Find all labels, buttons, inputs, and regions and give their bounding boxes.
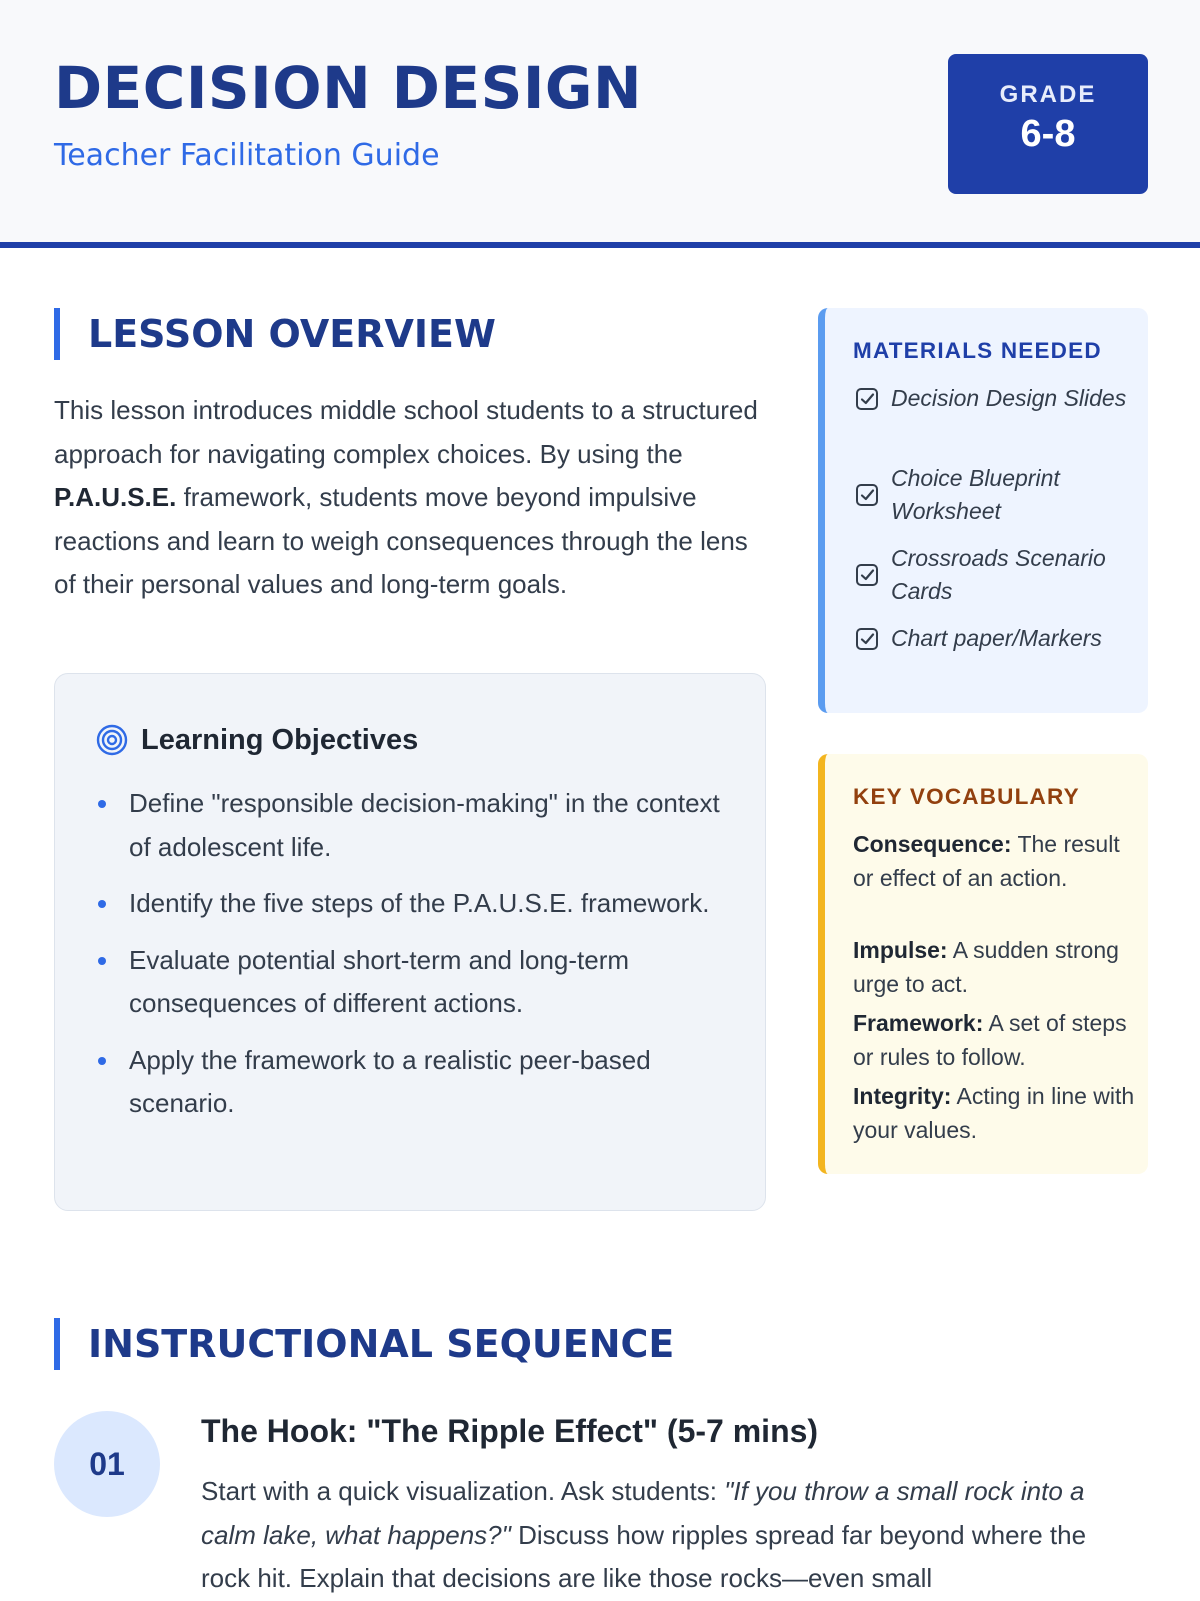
vocabulary-definition: A sudden strong urge to act. (853, 937, 1119, 997)
step-number-badge: 01 (54, 1411, 160, 1517)
overview-text-start: This lesson introduces middle school students to a structured approach for navigating complex choices. By using the (54, 395, 758, 469)
grade-label: GRADE (999, 81, 1097, 108)
vocabulary-entry (853, 1007, 1135, 1074)
target-icon (95, 723, 129, 757)
lesson-overview-heading: LESSON OVERVIEW (54, 308, 496, 360)
step-description (201, 1470, 1141, 1601)
objective-text: Define "responsible decision-making" in the context of adolescent life. (129, 788, 720, 862)
bullet-icon (98, 800, 106, 808)
checkbox-checked-icon (853, 561, 881, 589)
learning-objectives-card (54, 673, 766, 1211)
vocabulary-entry (853, 1080, 1135, 1147)
objectives-list (95, 782, 735, 1139)
objective-item (95, 939, 735, 1026)
key-vocabulary-card (818, 754, 1148, 1174)
objective-text: Apply the framework to a realistic peer-based scenario. (129, 1044, 651, 1118)
step-title: The Hook: "The Ripple Effect" (5-7 mins) (201, 1413, 819, 1449)
checkbox-checked-icon (853, 481, 881, 509)
overview-text-end: framework, students move beyond impulsive reactions and learn to weigh consequences through the lens of their personal values and long-term goals. (54, 482, 748, 599)
vocabulary-term: Framework: (853, 1010, 984, 1036)
material-text: Decision Design Slides (891, 385, 1127, 411)
objectives-header (95, 722, 418, 758)
vocabulary-term: Impulse: (853, 937, 948, 963)
material-item (853, 542, 1133, 608)
step-description-quote: "If you throw a small rock into a calm lake, what happens?" (201, 1476, 1085, 1550)
document-title: DECISION DESIGN (54, 54, 643, 122)
vocabulary-entry (853, 934, 1135, 1001)
checkbox-checked-icon (853, 625, 881, 653)
materials-title: MATERIALS NEEDED (853, 338, 1102, 363)
objective-item (95, 1039, 735, 1126)
vocabulary-definition: A set of steps or rules to follow. (853, 1010, 1127, 1070)
overview-framework-name: P.A.U.S.E. (54, 482, 177, 512)
page-header (0, 0, 1200, 248)
grade-badge (948, 54, 1148, 194)
vocabulary-term: Consequence: (853, 831, 1012, 857)
objectives-title: Learning Objectives (141, 723, 419, 756)
materials-needed-card (818, 308, 1148, 713)
objective-item (95, 782, 735, 869)
material-item (853, 462, 1133, 528)
objective-text: Evaluate potential short-term and long-term consequences of different actions. (129, 944, 630, 1018)
vocabulary-title: KEY VOCABULARY (853, 784, 1080, 809)
vocabulary-entry (853, 828, 1135, 895)
checkbox-checked-icon (853, 385, 881, 413)
material-text: Chart paper/Markers (891, 625, 1102, 651)
instructional-sequence-heading: INSTRUCTIONAL SEQUENCE (54, 1318, 674, 1370)
bullet-icon (98, 957, 106, 965)
objective-item (95, 882, 735, 926)
document-subtitle: Teacher Facilitation Guide (54, 138, 440, 173)
bullet-icon (98, 1057, 106, 1065)
objective-text: Identify the five steps of the P.A.U.S.E. framework. (129, 888, 710, 918)
vocabulary-term: Integrity: (853, 1083, 952, 1109)
material-text: Choice Blueprint Worksheet (891, 465, 1060, 524)
step-description-start: Start with a quick visualization. Ask students: (201, 1476, 725, 1506)
overview-paragraph (54, 389, 766, 607)
vocabulary-definition: Acting in line with your values. (853, 1083, 1135, 1143)
step-description-end: Discuss how ripples spread far beyond where the rock hit. Explain that decisions are like those rocks—even small (201, 1519, 1087, 1593)
material-text: Crossroads Scenario Cards (891, 545, 1106, 604)
material-item (853, 382, 1133, 415)
grade-value: 6-8 (1020, 113, 1076, 155)
vocabulary-definition: The result or effect of an action. (853, 831, 1120, 891)
bullet-icon (98, 900, 106, 908)
material-item (853, 622, 1133, 655)
